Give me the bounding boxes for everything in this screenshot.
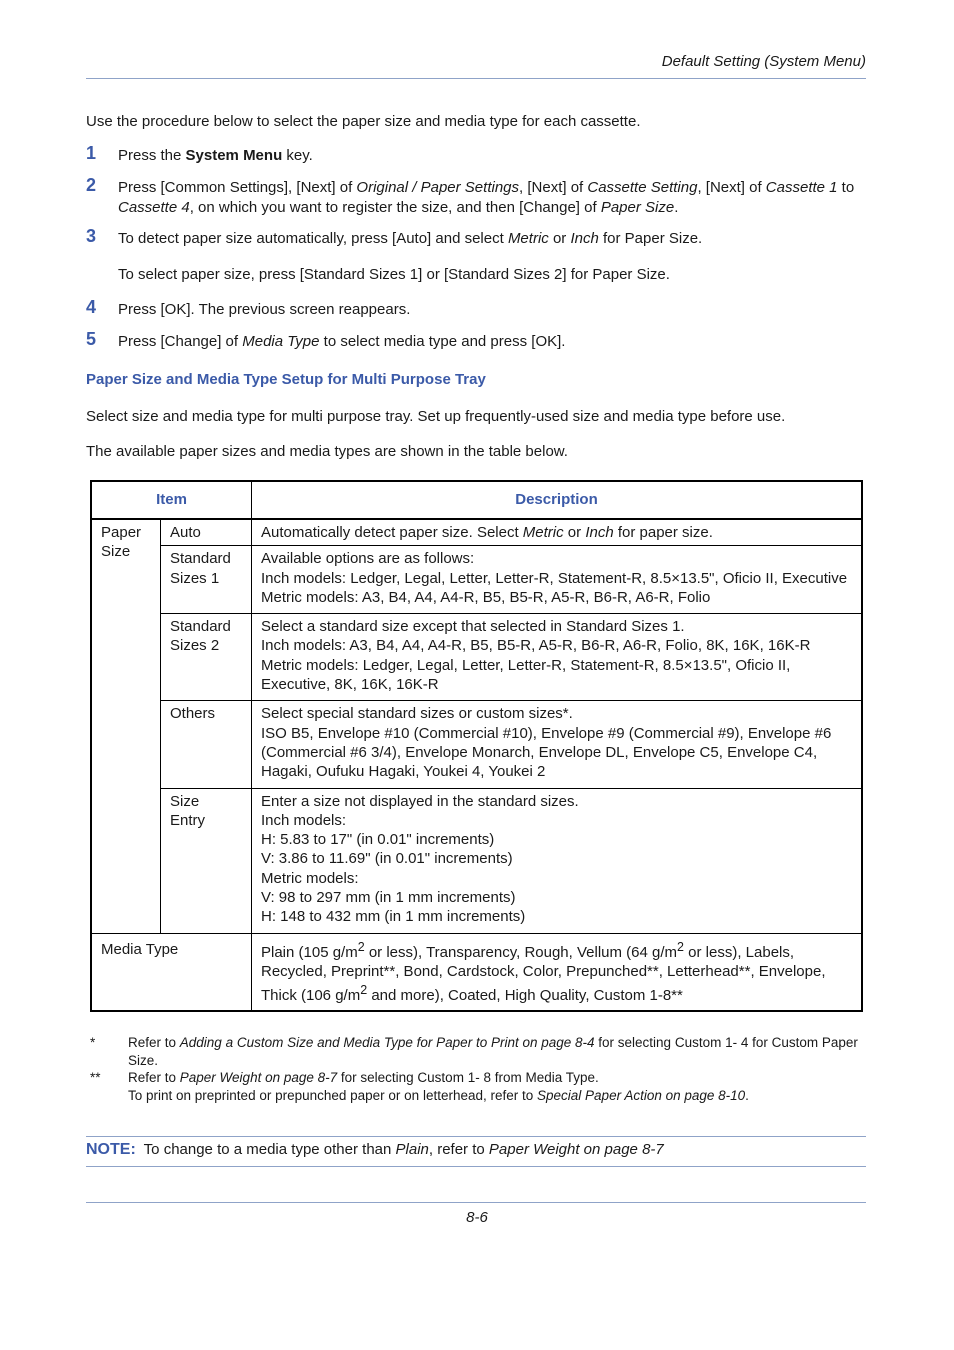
running-header: Default Setting (System Menu) bbox=[661, 53, 866, 70]
step-text: Press the System Menu key. bbox=[118, 147, 313, 164]
table-header-row bbox=[91, 481, 862, 519]
header-item: Item bbox=[91, 481, 252, 519]
standard-sizes-2-description: Select a standard size except that selected in Standard Sizes 1. Inch models: A3, B4, A4, A4-R, B5, B5-R, A5-R, B6-R, A6-R, Folio, 8K, 16K, 16K-R Metric models: Ledger, Legal, Letter, Letter-R, Statement-R, 8.5×13.5", Oficio II, Executive, 8K, 16K, 16K-R bbox=[252, 614, 863, 701]
table-row bbox=[91, 933, 862, 1010]
standard-sizes-2-label: Standard Sizes 2 bbox=[161, 614, 252, 701]
section-paragraph-1: Select size and media type for multi purpose tray. Set up frequently-used size and media type before use. bbox=[86, 408, 786, 425]
others-description: Select special standard sizes or custom sizes*. ISO B5, Envelope #10 (Commercial #10), Envelope #9 (Commercial #9), Envelope #6 (Commercial #6 3/4), Envelope Monarch, Envelope DL, Envelope C5, Envelope C4, Hagaki, Oufuku Hagaki, Youkei 4, Youkei 2 bbox=[252, 701, 863, 788]
footnotes bbox=[86, 1034, 866, 1104]
note-box bbox=[86, 1136, 866, 1167]
table-row bbox=[91, 519, 862, 546]
standard-sizes-1-description: Available options are as follows: Inch models: Ledger, Legal, Letter, Letter-R, Statement-R, 8.5×13.5", Oficio II, Executive Metric models: A3, B4, A4, A4-R, B5, B5-R, A5-R, B6-R, A6-R, Folio bbox=[252, 546, 863, 614]
paper-size-label: Paper Size bbox=[91, 519, 161, 933]
intro-paragraph: Use the procedure below to select the paper size and media type for each cassette. bbox=[86, 113, 641, 130]
note-text: NOTE: To change to a media type other than Plain, refer to Paper Weight on page 8-7 bbox=[86, 1141, 664, 1158]
section-paragraph-2: The available paper sizes and media types are shown in the table below. bbox=[86, 443, 568, 460]
paper-size-table bbox=[90, 480, 863, 1012]
step-number: 3 bbox=[86, 226, 97, 246]
header-rule bbox=[86, 78, 866, 79]
table-row bbox=[91, 701, 862, 788]
step-number: 4 bbox=[86, 297, 97, 317]
table-row bbox=[91, 788, 862, 933]
step-number: 2 bbox=[86, 175, 97, 195]
step-number: 1 bbox=[86, 143, 97, 163]
step-text: Press [Change] of Media Type to select media type and press [OK]. bbox=[118, 333, 566, 350]
step-text: Press [Common Settings], [Next] of Original / Paper Settings, [Next] of Cassette Setting, [Next] of Cassette 1 to Cassette 4, on which you want to register the size, and then [Change] of Paper Size. bbox=[118, 179, 855, 216]
step-number: 5 bbox=[86, 329, 97, 349]
footnote-2: ** Refer to Paper Weight on page 8-7 for selecting Custom 1- 8 from Media Type. To print on preprinted or prepunched paper or on letterhead, refer to Special Paper Action on page 8-10. bbox=[90, 1070, 749, 1103]
table-row bbox=[91, 614, 862, 701]
page-number: 8-6 bbox=[466, 1209, 488, 1226]
footer-rule bbox=[86, 1202, 866, 1203]
note-label: NOTE: bbox=[86, 1141, 136, 1158]
auto-label: Auto bbox=[161, 519, 252, 546]
step-text: Press [OK]. The previous screen reappears. bbox=[118, 301, 411, 318]
footnote-1: * Refer to Adding a Custom Size and Media Type for Paper to Print on page 8-4 for selecting Custom 1- 4 for Custom Paper Size. bbox=[90, 1035, 858, 1068]
header-description: Description bbox=[252, 481, 863, 519]
media-type-description: Plain (105 $g/m^2$ or less), Transparency, Rough, Vellum (64 $g/m^2$ or less), Labels, Recycled, Preprint**, Bond, Cardstock, Color, Prepunched**, Letterhead**, Envelope, Thick (106 $g/m^2$ and more), Coated, High Quality, Custom 1-8** bbox=[252, 933, 863, 1010]
step-text-secondary: To select paper size, press [Standard Sizes 1] or [Standard Sizes 2] for Paper Size. bbox=[118, 266, 670, 283]
size-entry-description: Enter a size not displayed in the standard sizes. Inch models: H: 5.83 to 17" (in 0.01" increments) V: 3.86 to 11.69" (in 0.01" increments) Metric models: V: 98 to 297 mm (in 1 mm increments) H: 148 to 432 mm (in 1 mm increments) bbox=[252, 788, 863, 933]
size-entry-label: Size Entry bbox=[161, 788, 252, 933]
step-text: To detect paper size automatically, press [Auto] and select Metric or Inch for Paper Size. bbox=[118, 230, 703, 247]
auto-description: Automatically detect paper size. Select Metric or Inch for paper size. bbox=[252, 519, 863, 546]
media-type-label: Media Type bbox=[91, 933, 252, 1010]
standard-sizes-1-label: Standard Sizes 1 bbox=[161, 546, 252, 614]
section-heading: Paper Size and Media Type Setup for Multi Purpose Tray bbox=[86, 371, 486, 388]
others-label: Others bbox=[161, 701, 252, 788]
table-row bbox=[91, 546, 862, 614]
